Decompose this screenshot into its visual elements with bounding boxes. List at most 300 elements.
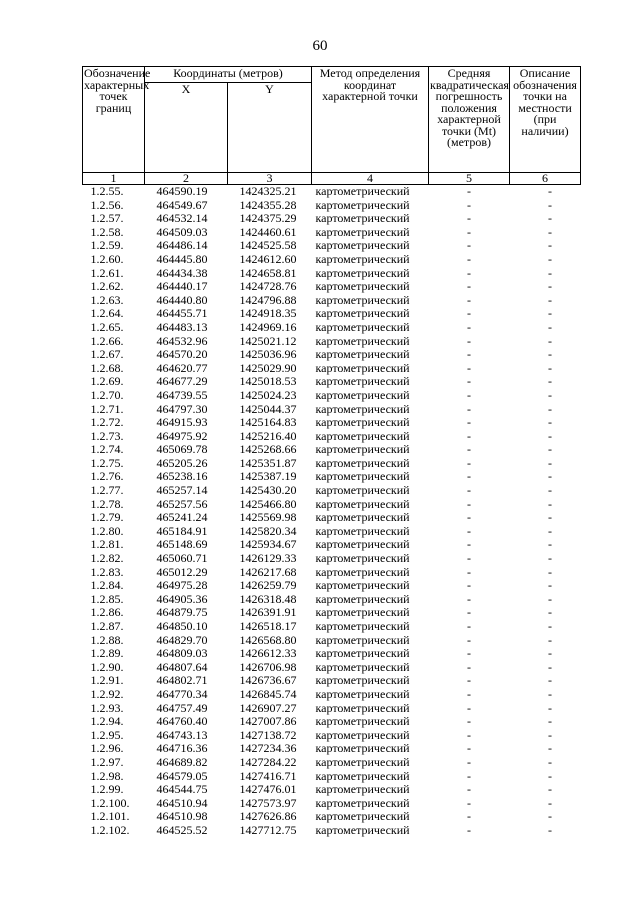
method: картометрический xyxy=(315,251,410,266)
coord-x: 465238.16 xyxy=(156,469,208,484)
point-id: 1.2.71. xyxy=(90,401,124,416)
coord-y: 1424728.76 xyxy=(239,279,297,294)
description: - xyxy=(548,578,552,593)
description: - xyxy=(548,646,552,661)
description: - xyxy=(548,428,552,443)
coord-y: 1426259.79 xyxy=(239,578,297,593)
rms-error: - xyxy=(467,251,471,266)
rms-error: - xyxy=(467,347,471,362)
coord-y: 1425021.12 xyxy=(239,333,297,348)
point-id: 1.2.69. xyxy=(90,374,124,389)
coord-x: 465257.14 xyxy=(156,483,208,498)
description: - xyxy=(548,197,552,212)
description: - xyxy=(548,782,552,797)
table-row xyxy=(83,702,581,716)
point-id: 1.2.81. xyxy=(90,537,124,552)
description: - xyxy=(548,279,552,294)
coord-x: 464809.03 xyxy=(156,646,208,661)
table-row xyxy=(83,185,581,199)
description: - xyxy=(548,510,552,525)
coord-x: 464434.38 xyxy=(156,265,208,280)
rms-error: - xyxy=(467,319,471,334)
description: - xyxy=(548,686,552,701)
coord-x: 464975.28 xyxy=(156,578,208,593)
coord-y: 1424612.60 xyxy=(239,251,297,266)
rms-error: - xyxy=(467,523,471,538)
coord-y: 1425018.53 xyxy=(239,374,297,389)
coord-x: 464807.64 xyxy=(156,659,208,674)
coord-x: 464797.30 xyxy=(156,401,208,416)
coord-x: 464532.96 xyxy=(156,333,208,348)
description: - xyxy=(548,360,552,375)
description: - xyxy=(548,401,552,416)
method: картометрический xyxy=(315,578,410,593)
rms-error: - xyxy=(467,279,471,294)
point-id: 1.2.98. xyxy=(90,768,124,783)
point-id: 1.2.93. xyxy=(90,700,124,715)
description: - xyxy=(548,822,552,837)
description: - xyxy=(548,455,552,470)
point-id: 1.2.90. xyxy=(90,659,124,674)
method: картометрический xyxy=(315,659,410,674)
method: картометрический xyxy=(315,374,410,389)
point-id: 1.2.102. xyxy=(90,822,130,837)
description: - xyxy=(548,632,552,647)
coord-y: 1426129.33 xyxy=(239,551,297,566)
rms-error: - xyxy=(467,564,471,579)
description: - xyxy=(548,469,552,484)
coord-y: 1425934.67 xyxy=(239,537,297,552)
table-row xyxy=(83,430,581,444)
method: картометрический xyxy=(315,401,410,416)
method: картометрический xyxy=(315,211,410,226)
description: - xyxy=(548,238,552,253)
coord-y: 1424525.58 xyxy=(239,238,297,253)
table-row xyxy=(83,307,581,321)
rms-error: - xyxy=(467,673,471,688)
coord-x: 464570.20 xyxy=(156,347,208,362)
description: - xyxy=(548,265,552,280)
description: - xyxy=(548,496,552,511)
description: - xyxy=(548,251,552,266)
table-row xyxy=(83,375,581,389)
rms-error: - xyxy=(467,795,471,810)
point-id: 1.2.57. xyxy=(90,211,124,226)
coord-x: 465148.69 xyxy=(156,537,208,552)
description: - xyxy=(548,333,552,348)
coord-y: 1424658.81 xyxy=(239,265,297,280)
description: - xyxy=(548,523,552,538)
method: картометрический xyxy=(315,469,410,484)
coord-x: 464440.80 xyxy=(156,292,208,307)
point-id: 1.2.55. xyxy=(90,184,124,198)
coord-y: 1427284.22 xyxy=(239,754,297,769)
point-id: 1.2.94. xyxy=(90,714,124,729)
description: - xyxy=(548,564,552,579)
table-row xyxy=(83,593,581,607)
point-id: 1.2.59. xyxy=(90,238,124,253)
coord-y: 1425820.34 xyxy=(239,523,297,538)
description: - xyxy=(548,415,552,430)
table-row xyxy=(83,498,581,512)
point-id: 1.2.84. xyxy=(90,578,124,593)
method: картометрический xyxy=(315,224,410,239)
method: картометрический xyxy=(315,632,410,647)
point-id: 1.2.101. xyxy=(90,809,130,824)
table-row xyxy=(83,620,581,634)
rms-error: - xyxy=(467,455,471,470)
coord-y: 1425351.87 xyxy=(239,455,297,470)
description: - xyxy=(548,483,552,498)
coord-x: 464743.13 xyxy=(156,727,208,742)
coord-y: 1424375.29 xyxy=(239,211,297,226)
coord-y: 1425044.37 xyxy=(239,401,297,416)
rms-error: - xyxy=(467,632,471,647)
coord-x: 464455.71 xyxy=(156,306,208,321)
coord-y: 1426736.67 xyxy=(239,673,297,688)
table-row xyxy=(83,756,581,770)
column-number-row xyxy=(83,173,581,185)
method: картометрический xyxy=(315,333,410,348)
rms-error: - xyxy=(467,537,471,552)
table-row xyxy=(83,294,581,308)
description: - xyxy=(548,374,552,389)
coord-y: 1427712.75 xyxy=(239,822,297,837)
point-id: 1.2.75. xyxy=(90,455,124,470)
method: картометрический xyxy=(315,686,410,701)
rms-error: - xyxy=(467,714,471,729)
point-id: 1.2.68. xyxy=(90,360,124,375)
rms-error: - xyxy=(467,238,471,253)
description: - xyxy=(548,795,552,810)
point-id: 1.2.89. xyxy=(90,646,124,661)
table-row xyxy=(83,770,581,784)
coord-x: 464620.77 xyxy=(156,360,208,375)
point-id: 1.2.87. xyxy=(90,619,124,633)
coord-x: 464879.75 xyxy=(156,605,208,620)
point-id: 1.2.63. xyxy=(90,292,124,307)
table-row xyxy=(83,742,581,756)
coord-y: 1424460.61 xyxy=(239,224,297,239)
coord-x: 465184.91 xyxy=(156,523,208,538)
coord-y: 1427416.71 xyxy=(239,768,297,783)
rms-error: - xyxy=(467,727,471,742)
description: - xyxy=(548,768,552,783)
coord-y: 1425164.83 xyxy=(239,415,297,430)
rms-error: - xyxy=(467,483,471,498)
method: картометрический xyxy=(315,415,410,430)
table-row xyxy=(83,335,581,349)
method: картометрический xyxy=(315,768,410,783)
point-id: 1.2.82. xyxy=(90,551,124,566)
coord-y: 1427007.86 xyxy=(239,714,297,729)
coord-x: 464590.19 xyxy=(156,184,208,198)
method: картометрический xyxy=(315,714,410,729)
point-id: 1.2.58. xyxy=(90,224,124,239)
method: картометрический xyxy=(315,822,410,837)
point-id: 1.2.77. xyxy=(90,483,124,498)
method: картометрический xyxy=(315,455,410,470)
method: картометрический xyxy=(315,265,410,280)
coord-x: 464850.10 xyxy=(156,619,208,633)
coord-y: 1426318.48 xyxy=(239,591,297,606)
coord-x: 464975.92 xyxy=(156,428,208,443)
description: - xyxy=(548,605,552,620)
description: - xyxy=(548,211,552,226)
coord-y: 1424918.35 xyxy=(239,306,297,321)
point-id: 1.2.76. xyxy=(90,469,124,484)
header-method: Метод определения координат характерной точки xyxy=(312,67,429,173)
coord-y: 1425569.98 xyxy=(239,510,297,525)
coord-x: 464757.49 xyxy=(156,700,208,715)
coord-x: 464510.98 xyxy=(156,809,208,824)
coord-y: 1427234.36 xyxy=(239,741,297,756)
method: картометрический xyxy=(315,523,410,538)
table-row xyxy=(83,715,581,729)
coord-x: 465069.78 xyxy=(156,442,208,457)
point-id: 1.2.73. xyxy=(90,428,124,443)
rms-error: - xyxy=(467,442,471,457)
coord-y: 1426518.17 xyxy=(239,619,297,633)
coord-x: 464905.36 xyxy=(156,591,208,606)
coord-x: 464802.71 xyxy=(156,673,208,688)
header-point-designation: Обозначение характерных точек границ xyxy=(83,67,145,173)
method: картометрический xyxy=(315,238,410,253)
rms-error: - xyxy=(467,184,471,198)
point-id: 1.2.79. xyxy=(90,510,124,525)
method: картометрический xyxy=(315,795,410,810)
table-row xyxy=(83,443,581,457)
point-id: 1.2.66. xyxy=(90,333,124,348)
point-id: 1.2.92. xyxy=(90,686,124,701)
coord-y: 1427626.86 xyxy=(239,809,297,824)
coord-x: 464689.82 xyxy=(156,754,208,769)
description: - xyxy=(548,591,552,606)
coord-x: 464549.67 xyxy=(156,197,208,212)
coord-x: 464915.93 xyxy=(156,415,208,430)
method: картометрический xyxy=(315,292,410,307)
table-row xyxy=(83,403,581,417)
table-row xyxy=(83,484,581,498)
method: картометрический xyxy=(315,673,410,688)
method: картометрический xyxy=(315,347,410,362)
rms-error: - xyxy=(467,591,471,606)
point-id: 1.2.91. xyxy=(90,673,124,688)
coord-y: 1427138.72 xyxy=(239,727,297,742)
method: картометрический xyxy=(315,197,410,212)
point-id: 1.2.67. xyxy=(90,347,124,362)
table-row xyxy=(83,416,581,430)
coord-x: 465060.71 xyxy=(156,551,208,566)
description: - xyxy=(548,537,552,552)
point-id: 1.2.97. xyxy=(90,754,124,769)
coord-y: 1425036.96 xyxy=(239,347,297,362)
rms-error: - xyxy=(467,496,471,511)
method: картометрический xyxy=(315,619,410,633)
table-row xyxy=(83,226,581,240)
header-description: Описание обозначения точки на местности (при наличии) xyxy=(510,67,581,173)
table-row xyxy=(83,810,581,824)
coord-x: 464716.36 xyxy=(156,741,208,756)
method: картометрический xyxy=(315,605,410,620)
method: картометрический xyxy=(315,387,410,402)
point-id: 1.2.62. xyxy=(90,279,124,294)
description: - xyxy=(548,700,552,715)
coord-y: 1426706.98 xyxy=(239,659,297,674)
table-row xyxy=(83,634,581,648)
rms-error: - xyxy=(467,659,471,674)
table-row xyxy=(83,729,581,743)
coord-y: 1426845.74 xyxy=(239,686,297,701)
table-body xyxy=(83,185,581,838)
point-id: 1.2.70. xyxy=(90,387,124,402)
rms-error: - xyxy=(467,782,471,797)
description: - xyxy=(548,809,552,824)
table-row xyxy=(83,824,581,838)
coord-x: 464829.70 xyxy=(156,632,208,647)
description: - xyxy=(548,347,552,362)
rms-error: - xyxy=(467,197,471,212)
rms-error: - xyxy=(467,741,471,756)
table-row xyxy=(83,783,581,797)
description: - xyxy=(548,387,552,402)
rms-error: - xyxy=(467,415,471,430)
column-number: 1 xyxy=(83,173,145,185)
point-id: 1.2.72. xyxy=(90,415,124,430)
coord-y: 1425430.20 xyxy=(239,483,297,498)
table-row xyxy=(83,579,581,593)
table-row xyxy=(83,253,581,267)
rms-error: - xyxy=(467,469,471,484)
coord-y: 1424796.88 xyxy=(239,292,297,307)
description: - xyxy=(548,319,552,334)
coordinates-table xyxy=(82,66,581,838)
rms-error: - xyxy=(467,265,471,280)
method: картометрический xyxy=(315,727,410,742)
rms-error: - xyxy=(467,306,471,321)
method: картометрический xyxy=(315,483,410,498)
coord-y: 1425216.40 xyxy=(239,428,297,443)
method: картометрический xyxy=(315,428,410,443)
rms-error: - xyxy=(467,578,471,593)
rms-error: - xyxy=(467,646,471,661)
coord-x: 465241.24 xyxy=(156,510,208,525)
coord-x: 464532.14 xyxy=(156,211,208,226)
point-id: 1.2.85. xyxy=(90,591,124,606)
table-row xyxy=(83,280,581,294)
table-row xyxy=(83,239,581,253)
table-row xyxy=(83,552,581,566)
coord-x: 464445.80 xyxy=(156,251,208,266)
coord-y: 1425387.19 xyxy=(239,469,297,484)
coord-x: 465205.26 xyxy=(156,455,208,470)
coord-y: 1425029.90 xyxy=(239,360,297,375)
coord-y: 1427573.97 xyxy=(239,795,297,810)
description: - xyxy=(548,659,552,674)
rms-error: - xyxy=(467,401,471,416)
method: картометрический xyxy=(315,646,410,661)
rms-error: - xyxy=(467,211,471,226)
coord-y: 1427476.01 xyxy=(239,782,297,797)
header-y: Y xyxy=(228,83,312,173)
table-row xyxy=(83,511,581,525)
rms-error: - xyxy=(467,619,471,633)
point-id: 1.2.88. xyxy=(90,632,124,647)
description: - xyxy=(548,306,552,321)
table-row xyxy=(83,566,581,580)
column-number: 5 xyxy=(429,173,510,185)
method: картометрический xyxy=(315,809,410,824)
table-row xyxy=(83,457,581,471)
description: - xyxy=(548,292,552,307)
point-id: 1.2.74. xyxy=(90,442,124,457)
coord-y: 1424969.16 xyxy=(239,319,297,334)
method: картометрический xyxy=(315,184,410,198)
table-row xyxy=(83,647,581,661)
rms-error: - xyxy=(467,333,471,348)
coord-x: 464677.29 xyxy=(156,374,208,389)
table-row xyxy=(83,538,581,552)
point-id: 1.2.80. xyxy=(90,523,124,538)
method: картометрический xyxy=(315,754,410,769)
coord-y: 1425466.80 xyxy=(239,496,297,511)
rms-error: - xyxy=(467,510,471,525)
rms-error: - xyxy=(467,551,471,566)
column-number: 4 xyxy=(312,173,429,185)
description: - xyxy=(548,184,552,198)
coord-y: 1425024.23 xyxy=(239,387,297,402)
method: картометрический xyxy=(315,591,410,606)
coord-x: 464440.17 xyxy=(156,279,208,294)
coord-x: 464544.75 xyxy=(156,782,208,797)
rms-error: - xyxy=(467,605,471,620)
point-id: 1.2.60. xyxy=(90,251,124,266)
rms-error: - xyxy=(467,292,471,307)
table-row xyxy=(83,797,581,811)
rms-error: - xyxy=(467,360,471,375)
coord-y: 1426391.91 xyxy=(239,605,297,620)
point-id: 1.2.96. xyxy=(90,741,124,756)
table-row xyxy=(83,688,581,702)
description: - xyxy=(548,754,552,769)
header-row xyxy=(83,67,581,83)
description: - xyxy=(548,619,552,633)
table-row xyxy=(83,674,581,688)
coord-y: 1424355.28 xyxy=(239,197,297,212)
description: - xyxy=(548,727,552,742)
method: картометрический xyxy=(315,741,410,756)
table-row xyxy=(83,267,581,281)
coord-y: 1426907.27 xyxy=(239,700,297,715)
method: картометрический xyxy=(315,319,410,334)
method: картометрический xyxy=(315,306,410,321)
table-row xyxy=(83,362,581,376)
point-id: 1.2.99. xyxy=(90,782,124,797)
rms-error: - xyxy=(467,428,471,443)
header-coordinates: Координаты (метров) xyxy=(145,67,312,83)
coord-x: 464739.55 xyxy=(156,387,208,402)
column-number: 6 xyxy=(510,173,581,185)
coord-x: 464525.52 xyxy=(156,822,208,837)
method: картометрический xyxy=(315,537,410,552)
coord-y: 1426612.33 xyxy=(239,646,297,661)
coord-y: 1424325.21 xyxy=(239,184,297,198)
method: картометрический xyxy=(315,564,410,579)
table-row xyxy=(83,212,581,226)
table-row xyxy=(83,389,581,403)
column-number: 2 xyxy=(145,173,228,185)
table-row xyxy=(83,348,581,362)
